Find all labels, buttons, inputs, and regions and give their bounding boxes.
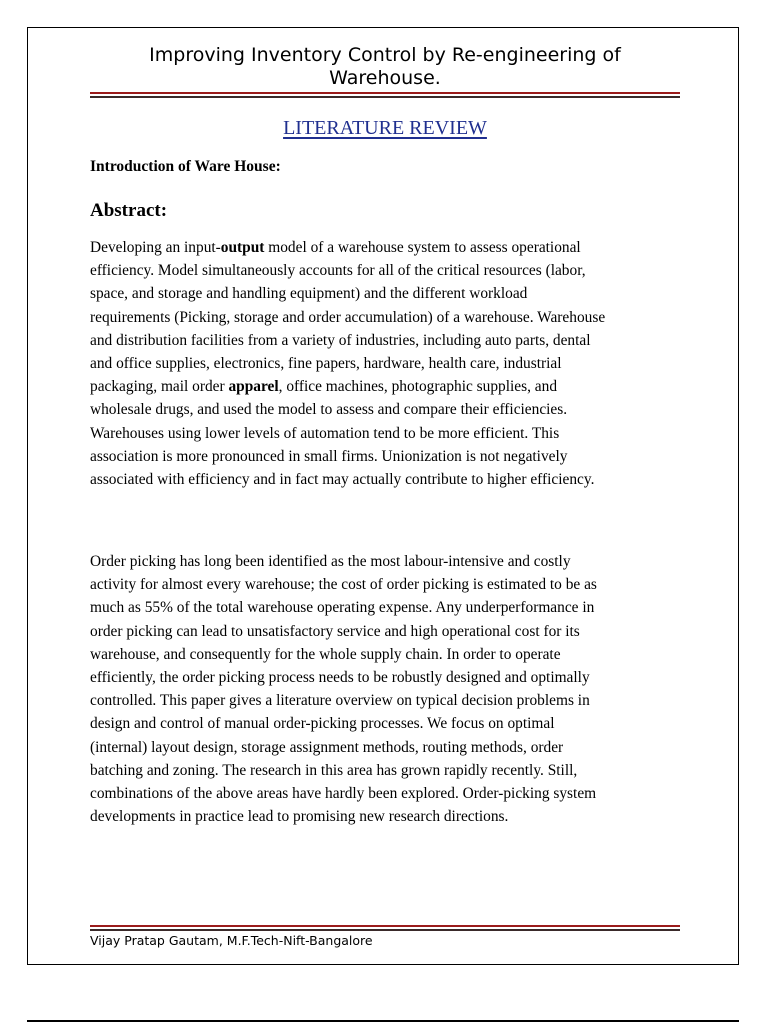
abstract-heading: Abstract: xyxy=(90,200,168,221)
footer-divider-dark-line xyxy=(90,929,680,931)
paragraph-line: and office supplies, electronics, fine papers, hardware, health care, industrial xyxy=(90,355,562,373)
text-run: packaging, mail order xyxy=(90,378,229,396)
next-page-top-border xyxy=(27,1020,739,1022)
paragraph-line: efficiently, the order picking process needs to be robustly designed and optimally xyxy=(90,669,590,687)
footer-divider-red-line xyxy=(90,925,680,927)
header-divider-red-line xyxy=(90,92,680,94)
text-run: model of a warehouse system to assess operational xyxy=(264,239,581,256)
paragraph-line: associated with efficiency and in fact may actually contribute to higher efficiency. xyxy=(90,471,595,489)
paragraph-line: Warehouses using lower levels of automation tend to be more efficient. This xyxy=(90,424,560,442)
text-run: Developing an input- xyxy=(90,239,221,256)
bold-term: output xyxy=(220,239,265,256)
paragraph-line: developments in practice lead to promising new research directions. xyxy=(90,808,509,826)
footer-divider xyxy=(90,925,680,931)
paragraph-line: controlled. This paper gives a literature overview on typical decision problems in xyxy=(90,692,590,710)
header-title-line-2: Warehouse. xyxy=(329,67,441,89)
paragraph-line: much as 55% of the total warehouse operating expense. Any underperformance in xyxy=(90,599,595,617)
paragraph-line: efficiency. Model simultaneously accounts for all of the critical resources (labor, xyxy=(90,262,586,280)
paragraph-line: association is more pronounced in small firms. Unionization is not negatively xyxy=(90,447,568,465)
header-title-line-1: Improving Inventory Control by Re-engineering of xyxy=(149,44,621,66)
running-header-title xyxy=(90,44,680,90)
paragraph-line: and distribution facilities from a variety of industries, including auto parts, dental xyxy=(90,331,591,349)
footer-author: Vijay Pratap Gautam, M.F.Tech-Nift-Bangalore xyxy=(90,933,373,948)
order-picking-paragraph xyxy=(90,550,690,828)
text-run: , office machines, photographic supplies, and xyxy=(278,378,558,396)
paragraph-line: Order picking has long been identified as the most labour-intensive and costly xyxy=(90,553,571,570)
paragraph-line: requirements (Picking, storage and order accumulation) of a warehouse. Warehouse xyxy=(90,308,606,326)
section-heading: LITERATURE REVIEW xyxy=(283,117,487,139)
paragraph-line: space, and storage and handling equipment) and the different workload xyxy=(90,285,528,303)
paragraph-line: warehouse, and consequently for the whole supply chain. In order to operate xyxy=(90,645,561,663)
paragraph-line: batching and zoning. The research in this area has grown rapidly recently. Still, xyxy=(90,761,578,779)
paragraph-line: activity for almost every warehouse; the cost of order picking is estimated to be as xyxy=(90,576,597,594)
abstract-paragraph-1 xyxy=(90,236,690,491)
paragraph-line: combinations of the above areas have hardly been explored. Order-picking system xyxy=(90,785,597,803)
paragraph-line: wholesale drugs, and used the model to assess and compare their efficiencies. xyxy=(90,401,568,419)
paragraph-line: (internal) layout design, storage assignment methods, routing methods, order xyxy=(90,738,564,756)
bold-term: apparel xyxy=(228,378,279,396)
paragraph-line xyxy=(90,375,690,398)
paragraph-line: order picking can lead to unsatisfactory service and high operational cost for its xyxy=(90,622,580,640)
paragraph-line xyxy=(90,236,690,259)
header-divider-dark-line xyxy=(90,96,680,98)
paragraph-line: design and control of manual order-picking processes. We focus on optimal xyxy=(90,715,555,733)
introduction-subheading: Introduction of Ware House: xyxy=(90,158,281,175)
header-divider xyxy=(90,92,680,98)
